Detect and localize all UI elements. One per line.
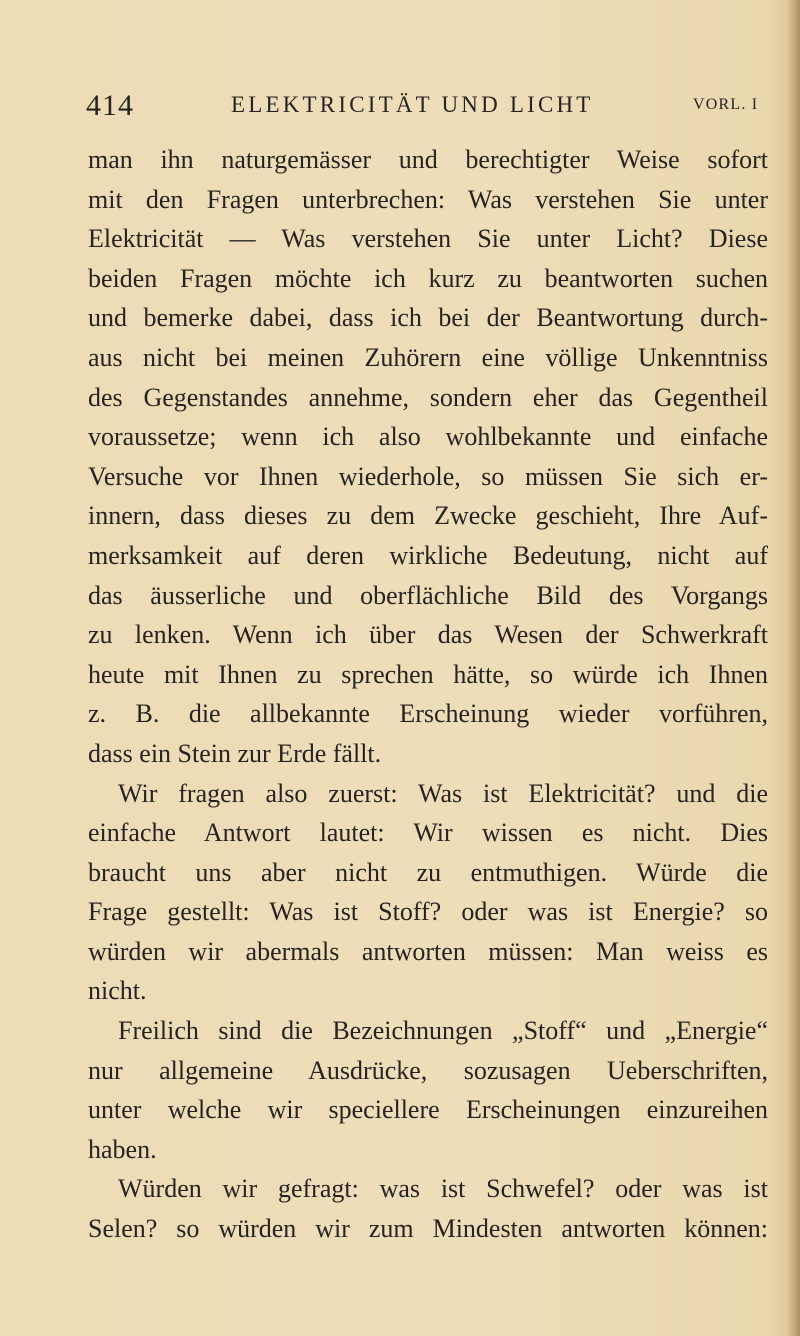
text-line: Frage gestellt: Was ist Stoff? oder was ist Energie? so [88, 897, 768, 927]
text-line: würden wir abermals antworten müssen: Man weiss es [88, 936, 768, 966]
text-line: aus nicht bei meinen Zuhörern eine völlige Unkenntniss [88, 342, 768, 372]
text-line: innern, dass dieses zu dem Zwecke geschieht, Ihre Auf- [88, 501, 768, 531]
text-line: des Gegenstandes annehme, sondern eher das Gegentheil [88, 382, 768, 412]
running-title: ELEKTRICITÄT UND LICHT [231, 92, 594, 117]
body-text [88, 140, 768, 1249]
text-line: unter welche wir speciellere Erscheinungen einzureihen [88, 1095, 768, 1125]
text-line-paragraph-start: Wir fragen also zuerst: Was ist Elektricität? und die [118, 778, 768, 808]
section-reference: VORL. I [693, 96, 759, 113]
text-line-paragraph-end: nicht. [88, 976, 147, 1006]
text-line: heute mit Ihnen zu sprechen hätte, so würde ich Ihnen [88, 659, 768, 689]
text-line: voraussetze; wenn ich also wohlbekannte und einfache [88, 422, 768, 452]
text-line: einfache Antwort lautet: Wir wissen es nicht. Dies [88, 818, 768, 848]
page-edge-shadow [786, 0, 800, 1336]
text-line: Selen? so würden wir zum Mindesten antworten können: [88, 1214, 768, 1244]
text-line: braucht uns aber nicht zu entmuthigen. Würde die [88, 857, 768, 887]
running-header [0, 86, 800, 126]
text-line-paragraph-end: dass ein Stein zur Erde fällt. [88, 738, 382, 768]
text-line: z. B. die allbekannte Erscheinung wieder vorführen, [88, 699, 768, 729]
text-line: zu lenken. Wenn ich über das Wesen der Schwerkraft [88, 620, 768, 650]
text-line: Elektricität — Was verstehen Sie unter Licht? Diese [88, 224, 768, 254]
text-line: man ihn naturgemässer und berechtigter Weise sofort [88, 145, 768, 174]
text-line: das äusserliche und oberflächliche Bild des Vorgangs [88, 580, 768, 610]
text-line: Versuche vor Ihnen wiederhole, so müssen Sie sich er- [88, 461, 768, 491]
text-line: nur allgemeine Ausdrücke, sozusagen Ueberschriften, [88, 1055, 768, 1085]
text-line: mit den Fragen unterbrechen: Was verstehen Sie unter [88, 184, 768, 214]
text-line: und bemerke dabei, dass ich bei der Beantwortung durch- [88, 303, 768, 333]
page-number: 414 [86, 89, 134, 122]
text-line-paragraph-start: Freilich sind die Bezeichnungen „Stoff“ und „Energie“ [118, 1016, 768, 1046]
text-line-paragraph-end: haben. [88, 1134, 157, 1164]
text-line-paragraph-start: Würden wir gefragt: was ist Schwefel? oder was ist [118, 1174, 768, 1204]
text-line: merksamkeit auf deren wirkliche Bedeutung, nicht auf [88, 540, 768, 570]
text-line: beiden Fragen möchte ich kurz zu beantworten suchen [88, 263, 768, 293]
